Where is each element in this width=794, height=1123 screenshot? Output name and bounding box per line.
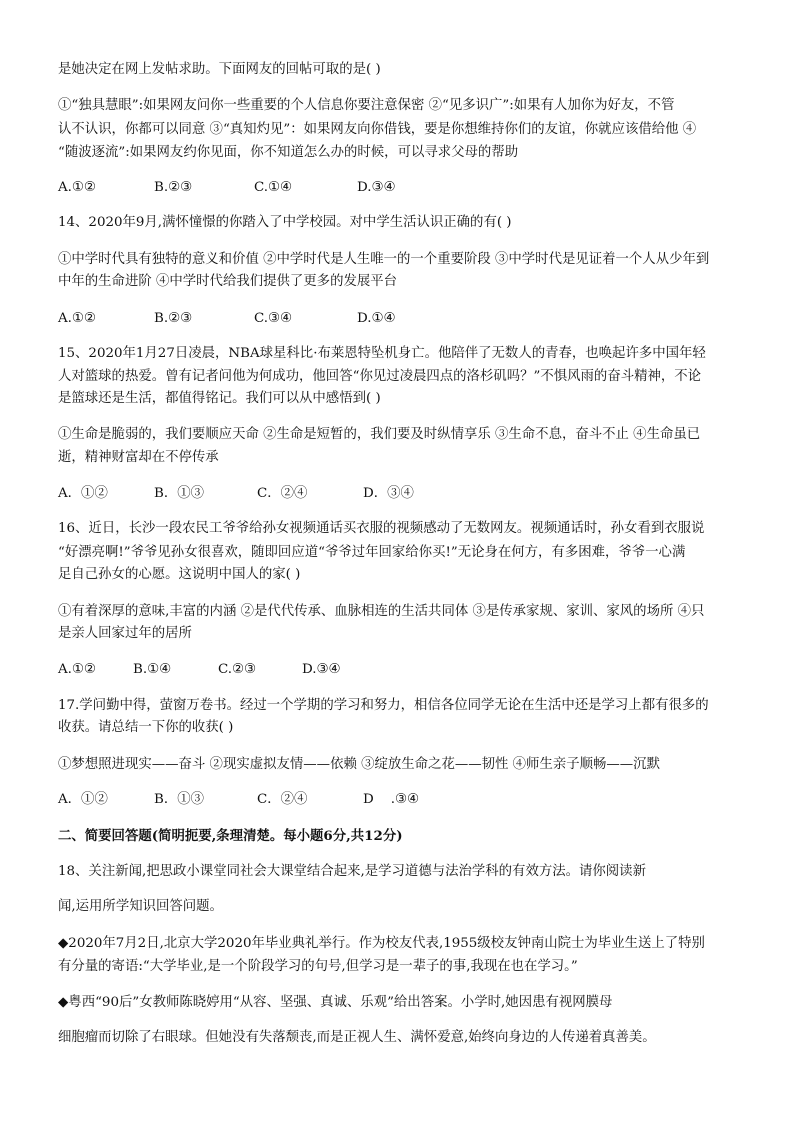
- q17-option-d[interactable]: D .③④: [363, 792, 420, 807]
- q15-option-a[interactable]: A．①②: [58, 486, 108, 501]
- q15-stem-line-3: 是篮球还是生活，都值得铭记。我们可以从中感悟到( ): [58, 391, 381, 406]
- q16-option-b[interactable]: B.①④: [133, 662, 172, 677]
- q17-stem-line-1: 17.学问勤中得，萤窗万卷书。经过一个学期的学习和努力，相信各位同学无论在生活中还是学习上都有很多的: [58, 698, 709, 713]
- q14-statement-line-2: 中年的生命进阶 ④中学时代给我们提供了更多的发展平台: [58, 274, 398, 289]
- q14-option-b[interactable]: B.②③: [154, 311, 193, 326]
- q14-option-d[interactable]: D.①④: [357, 311, 396, 326]
- q15-statement-line-1: ①生命是脆弱的，我们要顺应天命 ②生命是短暂的，我们要及时纵情享乐 ③生命不息，奋斗不止 ④生命虽已: [58, 427, 701, 442]
- q17-option-b[interactable]: B．①③: [154, 792, 205, 807]
- q13-option-d[interactable]: D.③④: [357, 180, 396, 195]
- q13-statement-line-2: 认不认识，你都可以同意 ③“真知灼见”：如果网友向你借钱，要是你想维持你们的友谊，你就应该借给他 ④: [58, 122, 697, 137]
- q16-statement-line-2: 是亲人回家过年的居所: [58, 626, 192, 641]
- q15-statement-line-2: 逝，精神财富却在不停传承: [58, 450, 219, 465]
- q14-option-c[interactable]: C.③④: [254, 311, 293, 326]
- q17-statement-line-1: ①梦想照进现实——奋斗 ②现实虚拟友情——依赖 ③绽放生命之花——韧性 ④师生亲子顺畅——沉默: [58, 757, 660, 772]
- q16-option-a[interactable]: A.①②: [58, 662, 96, 677]
- q14-stem: 14、2020年9月,满怀憧憬的你踏入了中学校园。对中学生活认识正确的有( ): [58, 215, 512, 230]
- q15-option-b[interactable]: B．①③: [154, 486, 205, 501]
- q13-statement-line-3: “随波逐流”:如果网友约你见面，你不知道怎么办的时候，可以寻求父母的帮助: [58, 145, 519, 160]
- q16-option-d[interactable]: D.③④: [302, 662, 341, 677]
- q16-option-c[interactable]: C.②③: [218, 662, 257, 677]
- q18-material2-line-2: 细胞瘤而切除了右眼球。但她没有失落颓丧,而是正视人生、满怀爱意,始终向身边的人传递着真善美。: [58, 1030, 656, 1045]
- q13-stem-end: 是她决定在网上发帖求助。下面网友的回帖可取的是( ): [58, 62, 381, 77]
- section2-heading: 二、简要回答题(简明扼要,条理清楚。每小题6分,共12分): [58, 828, 403, 844]
- q18-material1-line-2: 有分量的寄语:“大学毕业,是一个阶段学习的句号,但学习是一辈子的事,我现在也在学习。”: [58, 959, 578, 974]
- q13-statement-line-1: ①“独具慧眼”:如果网友问你一些重要的个人信息你要注意保密 ②“见多识广”:如果有人加你为好友，不管: [58, 98, 675, 113]
- q17-stem-line-2: 收获。请总结一下你的收获( ): [58, 720, 234, 735]
- q13-option-c[interactable]: C.①④: [254, 180, 293, 195]
- q14-option-a[interactable]: A.①②: [58, 311, 96, 326]
- q18-material2-line-1: ◆粤西“90后”女教师陈晓婷用“从容、坚强、真诚、乐观”给出答案。小学时,她因患有视网膜母: [58, 995, 613, 1010]
- q17-option-c[interactable]: C．②④: [257, 792, 308, 807]
- q16-stem-line-2: “好漂亮啊!”爷爷见孙女很喜欢，随即回应道“爷爷过年回家给你买!”无论身在何方，有多困难，爷爷一心满: [58, 545, 686, 560]
- q15-stem-line-2: 人对篮球的热爱。曾有记者问他为何成功，他回答“你见过凌晨四点的洛杉矶吗？”不惧风雨的奋斗精神，不论: [58, 369, 702, 384]
- q13-option-a[interactable]: A.①②: [58, 180, 96, 195]
- q15-option-d[interactable]: D．③④: [363, 486, 414, 501]
- q15-option-c[interactable]: C．②④: [257, 486, 308, 501]
- q16-statement-line-1: ①有着深厚的意味,丰富的内涵 ②是代代传承、血脉相连的生活共同体 ③是传承家规、家训、家风的场所 ④只: [58, 604, 705, 619]
- q15-stem-line-1: 15、2020年1月27日凌晨，NBA球星科比·布莱恩特坠机身亡。他陪伴了无数人的青春，也唤起许多中国年轻: [58, 346, 706, 361]
- q17-option-a[interactable]: A．①②: [58, 792, 108, 807]
- q16-stem-line-3: 足自己孙女的心愿。这说明中国人的家( ): [58, 567, 301, 582]
- q16-stem-line-1: 16、近日，长沙一段农民工爷爷给孙女视频通话买衣服的视频感动了无数网友。视频通话时，孙女看到衣服说: [58, 521, 705, 536]
- q14-statement-line-1: ①中学时代具有独特的意义和价值 ②中学时代是人生唯一的一个重要阶段 ③中学时代是见证着一个人从少年到: [58, 252, 710, 267]
- q18-material1-line-1: ◆2020年7月2日,北京大学2020年毕业典礼举行。作为校友代表,1955级校友钟南山院士为毕业生送上了特别: [58, 936, 705, 951]
- q18-stem-line-2: 闻,运用所学知识回答问题。: [58, 899, 223, 914]
- q13-option-b[interactable]: B.②③: [154, 180, 193, 195]
- q18-stem-line-1: 18、关注新闻,把思政小课堂同社会大课堂结合起来,是学习道德与法治学科的有效方法。请你阅读新: [58, 864, 646, 879]
